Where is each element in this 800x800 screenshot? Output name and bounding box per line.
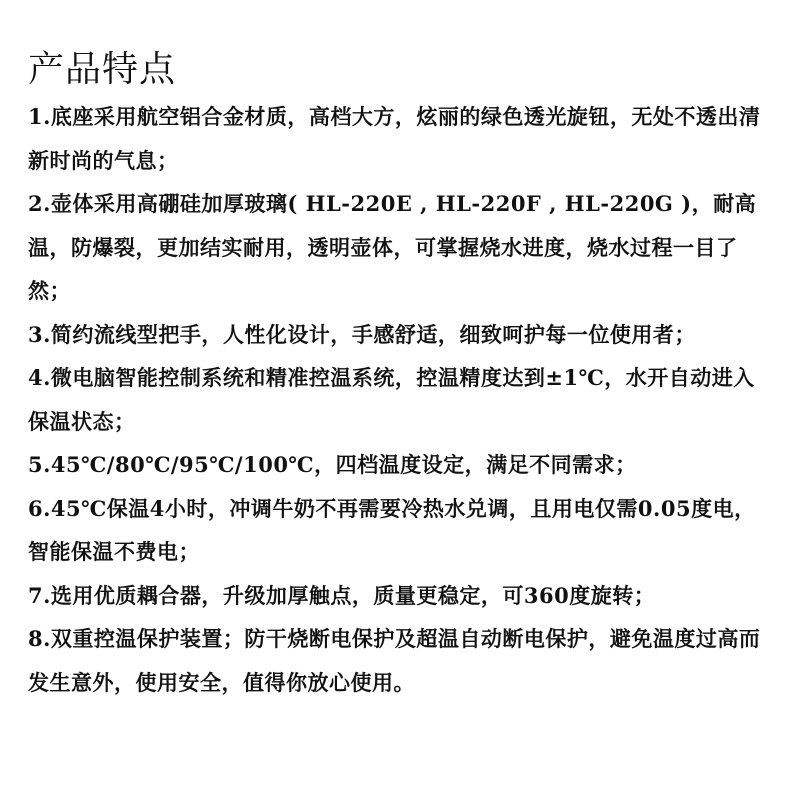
feature-item: 5.45℃/80℃/95℃/100℃，四档温度设定，满足不同需求； bbox=[28, 452, 637, 477]
feature-item: 1.底座采用航空铝合金材质，高档大方，炫丽的绿色透光旋钮，无处不透出清新时尚的气息； bbox=[28, 104, 761, 173]
feature-item: 7.选用优质耦合器，升级加厚触点，质量更稳定，可360度旋转； bbox=[28, 582, 656, 608]
feature-item: 8.双重控温保护装置；防干烧断电保护及超温自动断电保护，避免温度过高而发生意外，使用安全，值得你放心使用。 bbox=[28, 626, 761, 695]
feature-item: 2.壶体采用高硼硅加厚玻璃( HL-220E , HL-220F , HL-220G )，耐高温，防爆裂，更加结实耐用，透明壶体，可掌握烧水进度，烧水过程一目了然； bbox=[28, 191, 757, 303]
page-title: 产品特点 bbox=[28, 49, 177, 91]
feature-item: 6.45℃保温4小时，冲调牛奶不再需要冷热水兑调，且用电仅需0.05度电，智能保温不费电； bbox=[28, 495, 756, 564]
feature-item: 3.简约流线型把手，人性化设计，手感舒适，细致呵护每一位使用者； bbox=[28, 321, 696, 347]
feature-list bbox=[28, 95, 776, 704]
feature-item: 4.微电脑智能控制系统和精准控温系统，控温精度达到±1℃，水开自动进入保温状态； bbox=[28, 365, 755, 434]
